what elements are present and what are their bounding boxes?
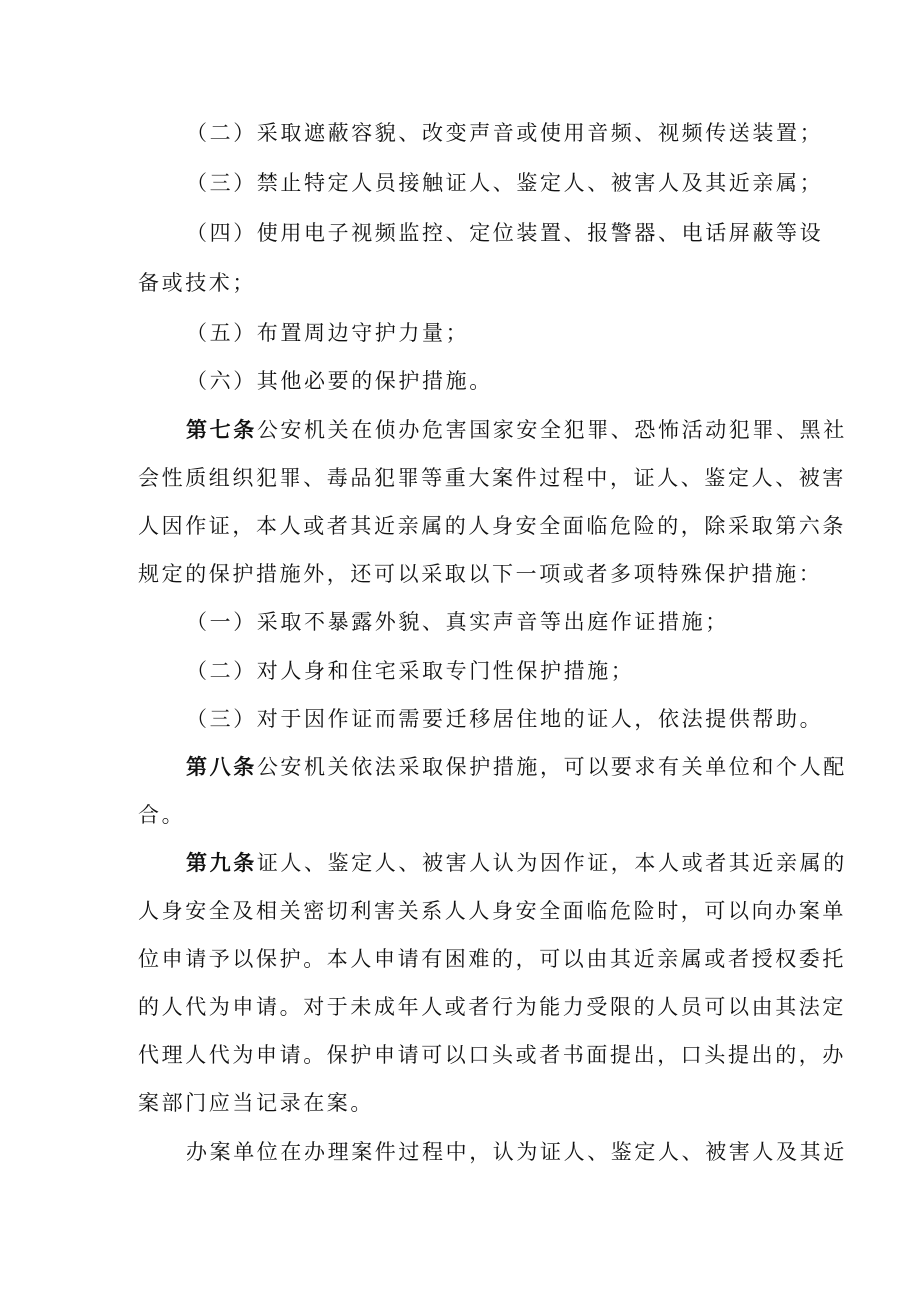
article-8-line2: 合。 [138,803,186,827]
article-9-text: 证人、鉴定人、被害人认为因作证，本人或者其近亲属的 [256,851,847,875]
list-item-7-1: （一）采取不暴露外貌、真实声音等出庭作证措施； [186,610,729,634]
article-8-line1 [186,752,847,782]
list-item-6-5: （五）布置周边守护力量； [186,321,470,345]
list-item-6-6: （六）其他必要的保护措施。 [186,369,493,393]
list-item-6-3: （三）禁止特定人员接触证人、鉴定人、被害人及其近亲属； [186,171,824,195]
article-9-line4: 的人代为申请。对于未成年人或者行为能力受限的人员可以由其法定 [138,995,846,1019]
article-9-line3: 位申请予以保护。本人申请有困难的，可以由其近亲属或者授权委托 [138,947,846,971]
article-7-line4: 规定的保护措施外，还可以采取以下一项或者多项特殊保护措施： [138,562,823,586]
list-item-7-2: （二）对人身和住宅采取专门性保护措施； [186,659,635,683]
article-7-line1 [186,415,847,445]
list-item-6-2: （二）采取遮蔽容貌、改变声音或使用音频、视频传送装置； [186,121,824,145]
article-7-text: 公安机关在侦办危害国家安全犯罪、恐怖活动犯罪、黑社 [256,418,847,442]
article-9-heading: 第九条 [186,850,257,875]
list-item-6-4-line1: （四）使用电子视频监控、定位装置、报警器、电话屏蔽等设 [186,221,824,245]
paragraph-next-line1: 办案单位在办理案件过程中，认为证人、鉴定人、被害人及其近 [186,1140,847,1164]
article-8-text: 公安机关依法采取保护措施，可以要求有关单位和个人配 [256,755,847,779]
list-item-6-4-line2: 备或技术； [138,271,256,295]
article-7-heading: 第七条 [186,417,257,442]
list-item-7-3: （三）对于因作证而需要迁移居住地的证人，依法提供帮助。 [186,707,824,731]
article-9-line2: 人身安全及相关密切利害关系人人身安全面临危险时，可以向办案单 [138,899,846,923]
article-7-line3: 人因作证，本人或者其近亲属的人身安全面临危险的，除采取第六条 [138,514,846,538]
article-9-line1 [186,848,847,878]
article-9-line5: 代理人代为申请。保护申请可以口头或者书面提出，口头提出的，办 [138,1043,846,1067]
article-7-line2: 会性质组织犯罪、毒品犯罪等重大案件过程中，证人、鉴定人、被害 [138,466,846,490]
article-9-line6: 案部门应当记录在案。 [138,1091,374,1115]
article-8-heading: 第八条 [186,754,257,779]
